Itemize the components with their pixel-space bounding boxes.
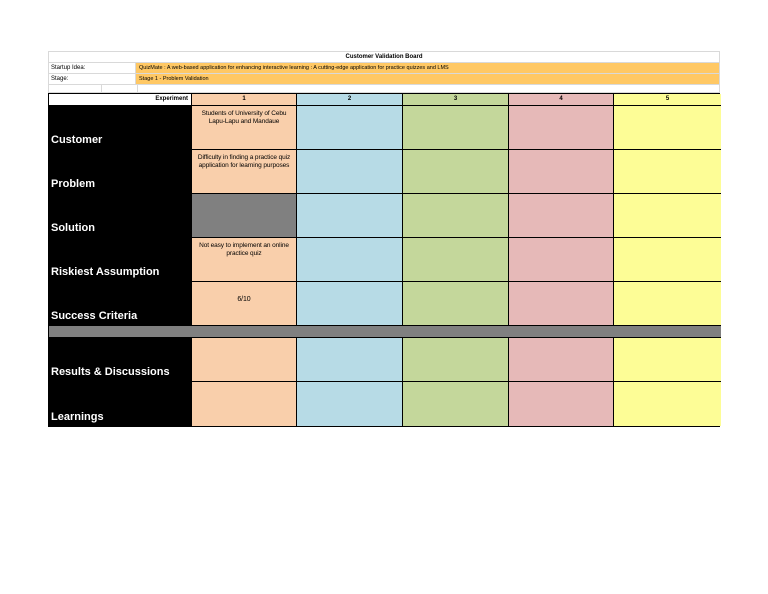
cell-success-criteria-5[interactable] [614, 282, 721, 326]
cell-learnings-4[interactable] [509, 382, 614, 426]
cell-riskiest-assumption-4[interactable] [509, 238, 614, 282]
experiment-4-header: 4 [509, 94, 614, 106]
cell-customer-1[interactable]: Students of University of Cebu Lapu-Lapu and Mandaue [192, 106, 297, 150]
cell-riskiest-assumption-1[interactable]: Not easy to implement an online practice quiz [192, 238, 297, 282]
cell-problem-1[interactable]: Difficulty in finding a practice quiz application for learning purposes [192, 150, 297, 194]
stage-row [48, 73, 720, 84]
cell-solution-3[interactable] [403, 194, 509, 238]
row-label-results-discussions: Results & Discussions [49, 338, 192, 382]
experiment-5-header: 5 [614, 94, 721, 106]
cell-success-criteria-3[interactable] [403, 282, 509, 326]
board-title: Customer Validation Board [48, 51, 720, 62]
cell-problem-4[interactable] [509, 150, 614, 194]
validation-board-grid [48, 93, 720, 427]
experiment-1-header: 1 [192, 94, 297, 106]
startup-idea-value[interactable]: QuizMate : A web-based application for enhancing interactive learning : A cutting-edge application for practice quizzes and LMS [136, 63, 719, 73]
cell-success-criteria-1[interactable]: 6/10 [192, 282, 297, 326]
cell-learnings-2[interactable] [297, 382, 403, 426]
cell-riskiest-assumption-3[interactable] [403, 238, 509, 282]
row-label-customer: Customer [49, 106, 192, 150]
cell-success-criteria-2[interactable] [297, 282, 403, 326]
row-label-solution: Solution [49, 194, 192, 238]
cell-riskiest-assumption-5[interactable] [614, 238, 721, 282]
cell-results-discussions-2[interactable] [297, 338, 403, 382]
cell-customer-4[interactable] [509, 106, 614, 150]
row-label-riskiest-assumption: Riskiest Assumption [49, 238, 192, 282]
experiment-3-header: 3 [403, 94, 509, 106]
cell-solution-1 [192, 194, 297, 238]
spacer-row [48, 84, 720, 93]
cell-customer-3[interactable] [403, 106, 509, 150]
cell-learnings-1[interactable] [192, 382, 297, 426]
row-label-learnings: Learnings [49, 382, 192, 426]
cell-solution-2[interactable] [297, 194, 403, 238]
cell-solution-5[interactable] [614, 194, 721, 238]
cell-customer-2[interactable] [297, 106, 403, 150]
cell-solution-4[interactable] [509, 194, 614, 238]
cell-learnings-5[interactable] [614, 382, 721, 426]
customer-validation-sheet [48, 51, 720, 427]
cell-results-discussions-3[interactable] [403, 338, 509, 382]
experiment-header-label: Experiment [49, 94, 192, 106]
cell-learnings-3[interactable] [403, 382, 509, 426]
startup-idea-row [48, 62, 720, 73]
cell-problem-2[interactable] [297, 150, 403, 194]
cell-customer-5[interactable] [614, 106, 721, 150]
experiment-2-header: 2 [297, 94, 403, 106]
row-label-success-criteria: Success Criteria [49, 282, 192, 326]
stage-value[interactable]: Stage 1 - Problem Validation [136, 74, 719, 84]
cell-problem-3[interactable] [403, 150, 509, 194]
cell-results-discussions-1[interactable] [192, 338, 297, 382]
cell-results-discussions-4[interactable] [509, 338, 614, 382]
cell-riskiest-assumption-2[interactable] [297, 238, 403, 282]
row-label-problem: Problem [49, 150, 192, 194]
cell-success-criteria-4[interactable] [509, 282, 614, 326]
stage-label: Stage: [49, 74, 136, 84]
startup-idea-label: Startup Idea: [49, 63, 136, 73]
section-divider [49, 326, 721, 338]
cell-problem-5[interactable] [614, 150, 721, 194]
cell-results-discussions-5[interactable] [614, 338, 721, 382]
